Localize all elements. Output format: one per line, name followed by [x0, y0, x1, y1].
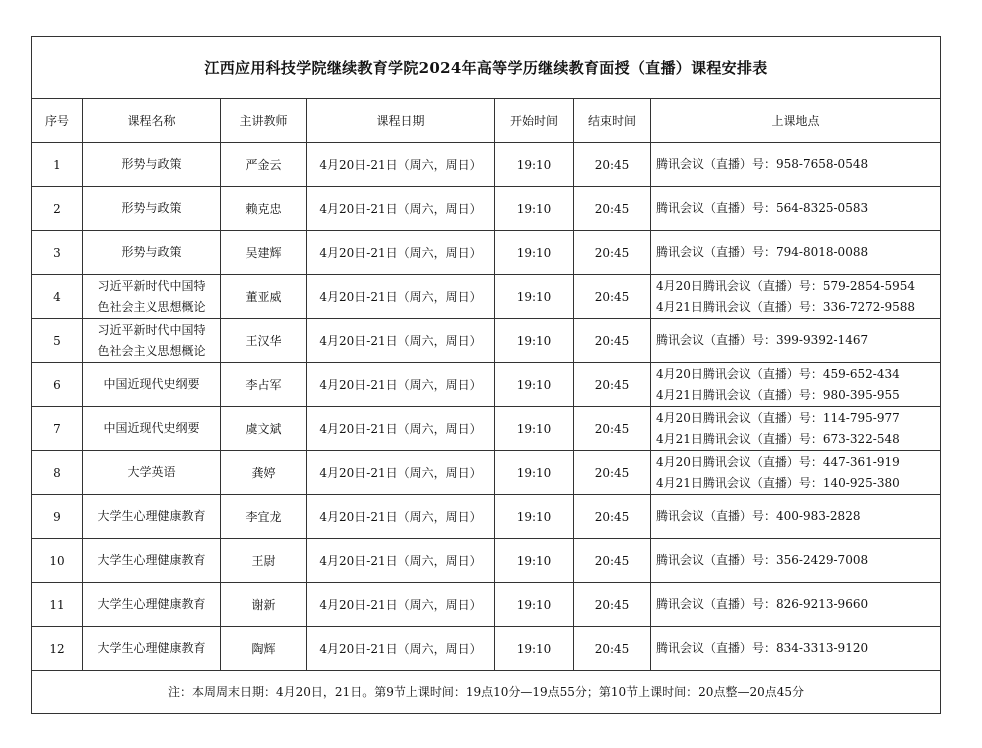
end-time: 20:45 [574, 627, 651, 671]
course-date: 4月20日-21日（周六，周日） [307, 407, 495, 451]
class-location [651, 275, 941, 319]
class-location-line: 腾讯会议（直播）号：564-8325-0583 [656, 201, 869, 215]
table-row [32, 187, 941, 231]
course-name-line: 大学生心理健康教育 [97, 553, 206, 567]
header-course: 课程名称 [83, 99, 221, 143]
start-time: 19:10 [495, 319, 574, 363]
course-date: 4月20日-21日（周六，周日） [307, 231, 495, 275]
class-location-line: 腾讯会议（直播）号：958-7658-0548 [656, 157, 869, 171]
course-name [83, 143, 221, 187]
table-row [32, 319, 941, 363]
table-row [32, 275, 941, 319]
course-name [83, 407, 221, 451]
class-location-line: 腾讯会议（直播）号：826-9213-9660 [656, 597, 869, 611]
course-name-line: 色社会主义思想概论 [97, 299, 206, 314]
class-location-line: 腾讯会议（直播）号：794-8018-0088 [656, 245, 869, 259]
class-location-line: 4月20日腾讯会议（直播）号：114-795-977 [656, 410, 900, 425]
course-date: 4月20日-21日（周六，周日） [307, 187, 495, 231]
teacher-name: 王尉 [221, 539, 307, 583]
end-time: 20:45 [574, 451, 651, 495]
row-number: 11 [32, 583, 83, 627]
table-body [32, 143, 941, 671]
course-name [83, 627, 221, 671]
header-date: 课程日期 [307, 99, 495, 143]
header-start: 开始时间 [495, 99, 574, 143]
course-date: 4月20日-21日（周六，周日） [307, 363, 495, 407]
table-row [32, 583, 941, 627]
start-time: 19:10 [495, 583, 574, 627]
row-number: 6 [32, 363, 83, 407]
class-location [651, 231, 941, 275]
class-location-line: 4月21日腾讯会议（直播）号：336-7272-9588 [656, 299, 915, 314]
teacher-name: 吴建辉 [221, 231, 307, 275]
course-name-line: 习近平新时代中国特 [97, 278, 206, 293]
course-date: 4月20日-21日（周六，周日） [307, 275, 495, 319]
class-location [651, 495, 941, 539]
course-name-line: 形势与政策 [121, 201, 182, 215]
course-date: 4月20日-21日（周六，周日） [307, 495, 495, 539]
start-time: 19:10 [495, 275, 574, 319]
class-location-line: 腾讯会议（直播）号：400-983-2828 [656, 509, 861, 523]
row-number: 5 [32, 319, 83, 363]
row-number: 2 [32, 187, 83, 231]
header-row [32, 99, 941, 143]
start-time: 19:10 [495, 187, 574, 231]
table-row [32, 231, 941, 275]
class-location [651, 583, 941, 627]
course-name-line: 形势与政策 [121, 157, 182, 171]
class-location [651, 539, 941, 583]
course-name-line: 大学英语 [127, 465, 176, 479]
start-time: 19:10 [495, 539, 574, 583]
class-location-line: 4月21日腾讯会议（直播）号：980-395-955 [656, 387, 900, 402]
start-time: 19:10 [495, 143, 574, 187]
end-time: 20:45 [574, 319, 651, 363]
class-location-line: 4月21日腾讯会议（直播）号：140-925-380 [656, 475, 900, 490]
header-end: 结束时间 [574, 99, 651, 143]
start-time: 19:10 [495, 495, 574, 539]
teacher-name: 李宜龙 [221, 495, 307, 539]
row-number: 3 [32, 231, 83, 275]
course-name-line: 习近平新时代中国特 [97, 322, 206, 337]
class-location-line: 4月20日腾讯会议（直播）号：447-361-919 [656, 454, 900, 469]
table-row [32, 451, 941, 495]
schedule-table [31, 36, 941, 714]
page-title: 江西应用科技学院继续教育学院2024年高等学历继续教育面授（直播）课程安排表 [32, 37, 941, 99]
teacher-name: 董亚威 [221, 275, 307, 319]
row-number: 8 [32, 451, 83, 495]
table-row [32, 143, 941, 187]
end-time: 20:45 [574, 143, 651, 187]
start-time: 19:10 [495, 451, 574, 495]
class-location [651, 319, 941, 363]
course-name-line: 形势与政策 [121, 245, 182, 259]
course-date: 4月20日-21日（周六，周日） [307, 583, 495, 627]
class-location-line: 4月20日腾讯会议（直播）号：459-652-434 [656, 366, 900, 381]
teacher-name: 龚婷 [221, 451, 307, 495]
teacher-name: 严金云 [221, 143, 307, 187]
class-location [651, 451, 941, 495]
course-name [83, 231, 221, 275]
course-name [83, 451, 221, 495]
course-name [83, 319, 221, 363]
row-number: 12 [32, 627, 83, 671]
course-name [83, 275, 221, 319]
course-date: 4月20日-21日（周六，周日） [307, 539, 495, 583]
course-name [83, 363, 221, 407]
end-time: 20:45 [574, 583, 651, 627]
class-location-line: 腾讯会议（直播）号：834-3313-9120 [656, 641, 869, 655]
row-number: 7 [32, 407, 83, 451]
teacher-name: 谢新 [221, 583, 307, 627]
start-time: 19:10 [495, 231, 574, 275]
class-location [651, 187, 941, 231]
course-date: 4月20日-21日（周六，周日） [307, 451, 495, 495]
row-number: 9 [32, 495, 83, 539]
end-time: 20:45 [574, 495, 651, 539]
teacher-name: 陶辉 [221, 627, 307, 671]
teacher-name: 虞文斌 [221, 407, 307, 451]
teacher-name: 李占军 [221, 363, 307, 407]
header-no: 序号 [32, 99, 83, 143]
start-time: 19:10 [495, 363, 574, 407]
teacher-name: 赖克忠 [221, 187, 307, 231]
course-name [83, 583, 221, 627]
course-date: 4月20日-21日（周六，周日） [307, 319, 495, 363]
end-time: 20:45 [574, 407, 651, 451]
course-name [83, 187, 221, 231]
class-location [651, 407, 941, 451]
row-number: 4 [32, 275, 83, 319]
course-name-line: 大学生心理健康教育 [97, 509, 206, 523]
end-time: 20:45 [574, 275, 651, 319]
start-time: 19:10 [495, 407, 574, 451]
course-name-line: 大学生心理健康教育 [97, 641, 206, 655]
course-name-line: 大学生心理健康教育 [97, 597, 206, 611]
course-date: 4月20日-21日（周六，周日） [307, 627, 495, 671]
table-row [32, 539, 941, 583]
teacher-name: 王汉华 [221, 319, 307, 363]
end-time: 20:45 [574, 539, 651, 583]
footnote: 注：本周周末日期：4月20日，21日。第9节上课时间：19点10分—19点55分；第10节上课时间：20点整—20点45分 [32, 671, 941, 714]
end-time: 20:45 [574, 363, 651, 407]
class-location-line: 4月21日腾讯会议（直播）号：673-322-548 [656, 431, 900, 446]
table-row [32, 407, 941, 451]
class-location-line: 4月20日腾讯会议（直播）号：579-2854-5954 [656, 278, 915, 293]
end-time: 20:45 [574, 187, 651, 231]
table-row [32, 627, 941, 671]
class-location [651, 627, 941, 671]
course-name [83, 539, 221, 583]
header-teacher: 主讲教师 [221, 99, 307, 143]
course-name-line: 中国近现代史纲要 [103, 421, 200, 435]
class-location [651, 143, 941, 187]
table-row [32, 495, 941, 539]
course-date: 4月20日-21日（周六，周日） [307, 143, 495, 187]
start-time: 19:10 [495, 627, 574, 671]
class-location-line: 腾讯会议（直播）号：356-2429-7008 [656, 553, 869, 567]
course-name-line: 中国近现代史纲要 [103, 377, 200, 391]
course-name [83, 495, 221, 539]
class-location [651, 363, 941, 407]
header-location: 上课地点 [651, 99, 941, 143]
course-name-line: 色社会主义思想概论 [97, 343, 206, 358]
end-time: 20:45 [574, 231, 651, 275]
class-location-line: 腾讯会议（直播）号：399-9392-1467 [656, 333, 869, 347]
table-row [32, 363, 941, 407]
row-number: 1 [32, 143, 83, 187]
row-number: 10 [32, 539, 83, 583]
